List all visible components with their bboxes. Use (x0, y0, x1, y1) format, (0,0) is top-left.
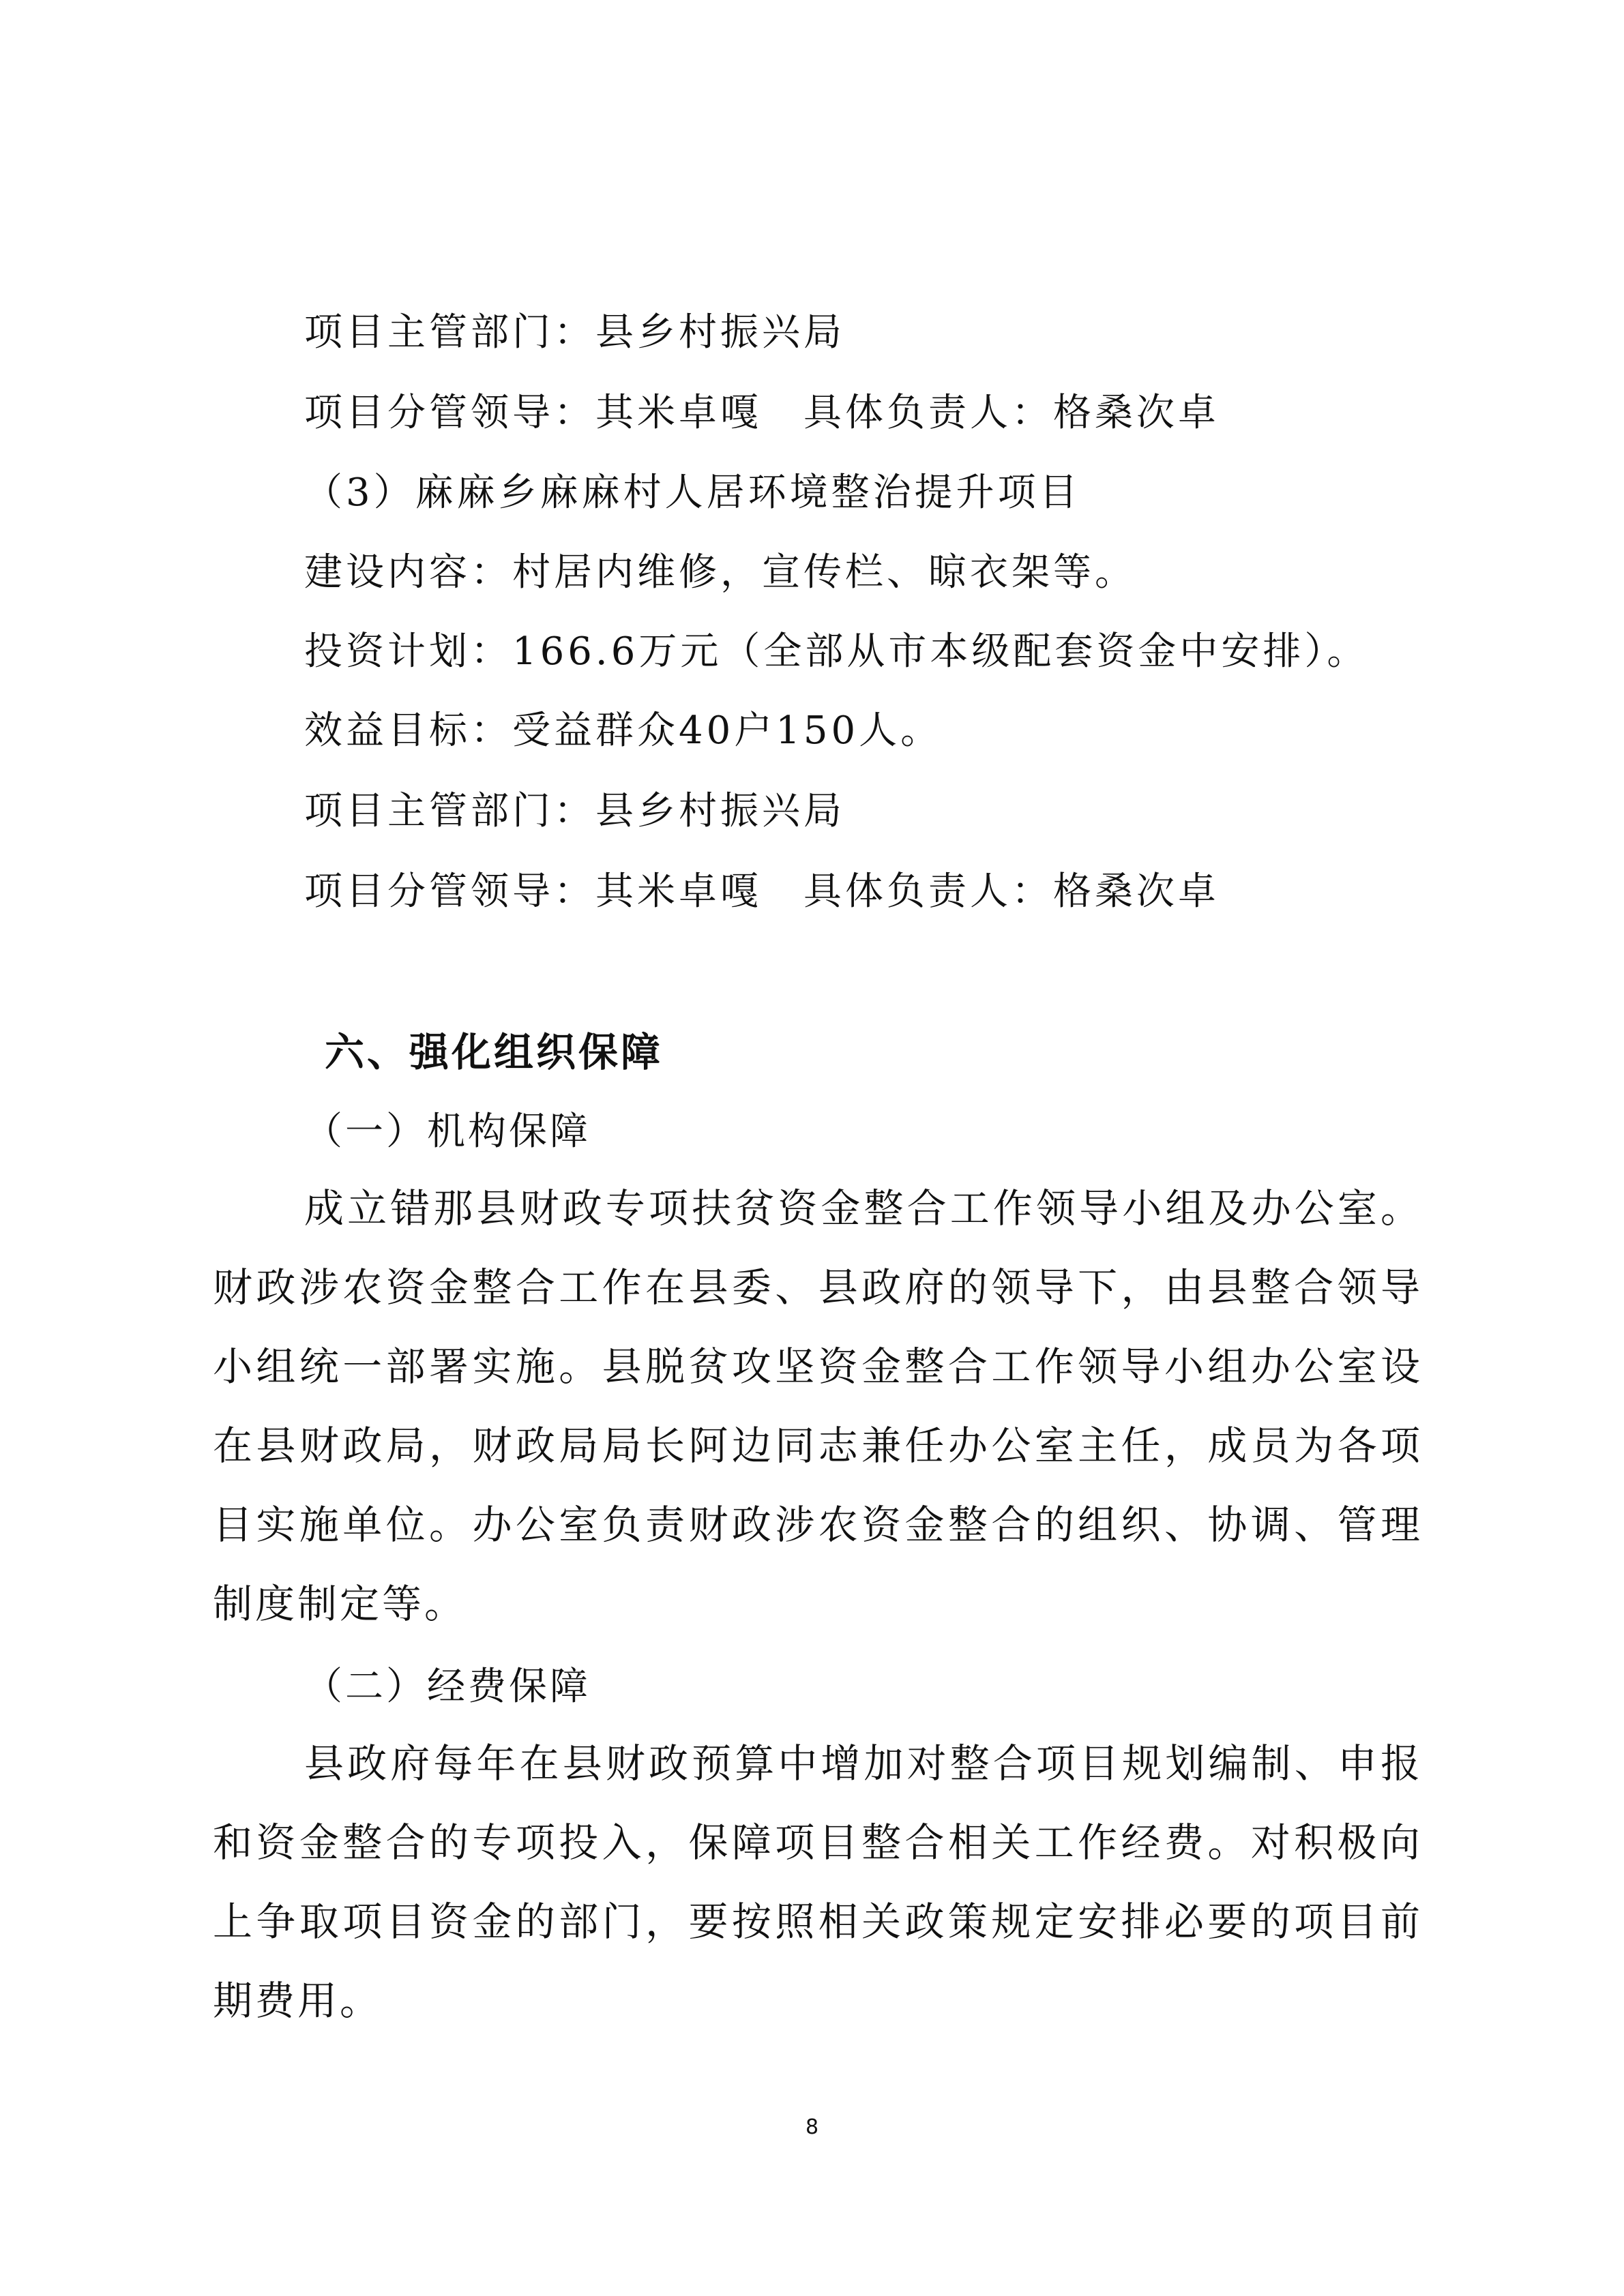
project-department-line-1: 项目主管部门：县乡村振兴局 (304, 310, 845, 355)
project-title-line: （3）麻麻乡麻麻村人居环境整治提升项目 (304, 471, 1081, 515)
investment-plan-line: 投资计划：166.6万元（全部从市本级配套资金中安排）。 (304, 629, 1369, 674)
subheading-funding: （二）经费保障 (304, 1665, 591, 1709)
section-heading: 六、强化组织保障 (325, 1029, 664, 1075)
paragraph-funding: 县政府每年在县财政预算中增加对整合项目规划编制、申报和资金整合的专项投入，保障项目整合相关工作经费。对积极向上争取项目资金的部门，要按照相关政策规定安排必要的项目前期费用。 (213, 1740, 1423, 2024)
project-leader-line-1: 项目分管领导：其米卓嘎 具体负责人：格桑次卓 (304, 391, 1220, 435)
benefit-target-line: 效益目标：受益群众40户150人。 (304, 709, 943, 753)
subheading-institutional: （一）机构保障 (304, 1109, 591, 1154)
construction-content-line: 建设内容：村居内维修，宣传栏、晾衣架等。 (304, 550, 1136, 595)
page-number: 8 (805, 2115, 819, 2139)
project-leader-line-2: 项目分管领导：其米卓嘎 具体负责人：格桑次卓 (304, 869, 1220, 914)
paragraph-institutional: 成立错那县财政专项扶贫资金整合工作领导小组及办公室。财政涉农资金整合工作在县委、县政府的领导下，由县整合领导小组统一部署实施。县脱贫攻坚资金整合工作领导小组办公室设在县财政局，财政局局长阿边同志兼任办公室主任，成员为各项目实施单位。办公室负责财政涉农资金整合的组织、协调、管理制度制定等。 (213, 1185, 1423, 1627)
project-department-line-2: 项目主管部门：县乡村振兴局 (304, 789, 845, 833)
